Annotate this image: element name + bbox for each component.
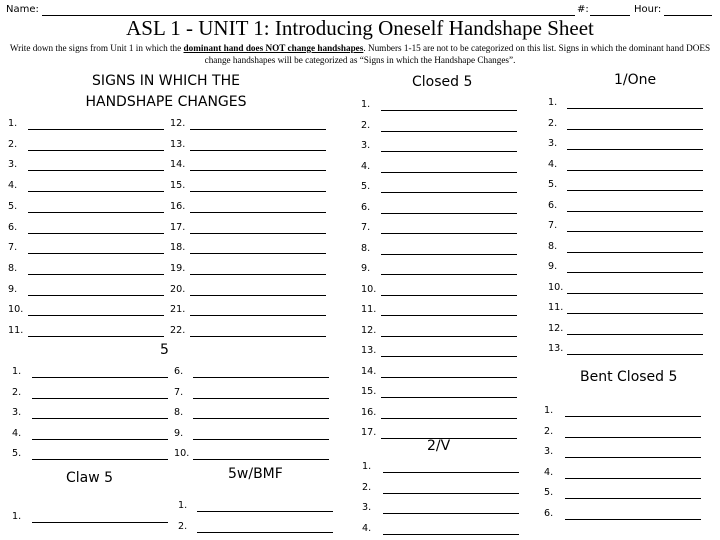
handshape-changes-item-number: 10. [8,304,24,316]
section-title-bent-closed-5: Bent Closed 5 [580,369,678,385]
closed-5-item-number: 1. [361,99,371,110]
handshape-changes-item-number: 4. [8,180,18,192]
closed-5-answer-line[interactable] [381,336,517,337]
handshape-changes-item-number: 13. [170,138,186,150]
closed-5-item-number: 13. [361,345,377,356]
handshape-changes-answer-line[interactable] [190,191,326,192]
five-item-number: 1. [12,366,22,377]
handshape-changes-answer-line[interactable] [190,129,326,130]
bent-closed-5-answer-line[interactable] [565,437,701,438]
five-item-number: 9. [174,427,184,439]
handshape-changes-answer-line[interactable] [190,150,326,151]
closed-5-item-number: 14. [361,365,377,377]
instructions [6,43,714,66]
one-item-number: 4. [548,158,558,170]
section-title-one: 1/One [614,72,657,88]
hour-label: Hour: [634,4,662,15]
handshape-changes-answer-line[interactable] [28,315,164,316]
claw-5-answer-line[interactable] [32,522,168,523]
handshape-changes-answer-line[interactable] [190,212,326,213]
one-answer-line[interactable] [567,149,703,150]
section-title-closed-5: Closed 5 [412,74,473,90]
handshape-changes-answer-line[interactable] [28,212,164,213]
handshape-changes-item-number: 2. [8,138,18,150]
two-v-item-number: 4. [362,522,372,534]
two-v-item-number: 1. [362,461,372,472]
one-item-number: 13. [548,343,564,354]
handshape-changes-answer-line[interactable] [28,295,164,296]
handshape-changes-answer-line[interactable] [28,233,164,234]
handshape-changes-answer-line[interactable] [28,336,164,337]
closed-5-answer-line[interactable] [381,131,517,132]
five-bmf-answer-line[interactable] [197,511,333,512]
bent-closed-5-item-number: 4. [544,466,554,478]
handshape-changes-answer-line[interactable] [190,295,326,296]
bent-closed-5-item-number: 3. [544,446,554,457]
one-answer-line[interactable] [567,170,703,171]
two-v-item-number: 2. [362,481,372,493]
section-title-claw-5: Claw 5 [66,470,114,486]
one-item-number: 8. [548,240,558,252]
instructions-part2: . Numbers 1-15 are not to be categorized on this list. Signs in which the dominant hand DOES change handshapes will be categorized as “Signs in which the Handshape Changes”. [204,43,711,65]
closed-5-item-number: 9. [361,263,371,274]
closed-5-answer-line[interactable] [381,172,517,173]
section-title-handshape-changes [80,71,252,113]
bent-closed-5-item-number: 5. [544,487,554,498]
five-item-number: 7. [174,386,184,398]
closed-5-answer-line[interactable] [381,192,517,193]
closed-5-answer-line[interactable] [381,397,517,398]
closed-5-answer-line[interactable] [381,151,517,152]
closed-5-answer-line[interactable] [381,274,517,275]
one-answer-line[interactable] [567,272,703,273]
one-answer-line[interactable] [567,129,703,130]
handshape-changes-item-number: 20. [170,283,186,295]
closed-5-item-number: 8. [361,242,371,254]
handshape-changes-answer-line[interactable] [28,129,164,130]
handshape-changes-answer-line[interactable] [28,274,164,275]
five-item-number: 10. [174,448,190,459]
five-answer-line[interactable] [193,459,329,460]
bent-closed-5-answer-line[interactable] [565,457,701,458]
closed-5-item-number: 3. [361,140,371,151]
one-answer-line[interactable] [567,313,703,314]
one-answer-line[interactable] [567,354,703,355]
handshape-changes-item-number: 6. [8,221,18,233]
handshape-changes-answer-line[interactable] [190,274,326,275]
five-bmf-item-number: 2. [178,520,188,532]
five-bmf-item-number: 1. [178,500,188,511]
section-title-5: 5 [160,342,169,358]
closed-5-answer-line[interactable] [381,356,517,357]
five-answer-line[interactable] [193,439,329,440]
handshape-changes-item-number: 16. [170,200,186,212]
one-item-number: 11. [548,302,564,313]
handshape-changes-item-number: 18. [170,242,186,254]
five-item-number: 5. [12,448,22,459]
handshape-changes-answer-line[interactable] [28,150,164,151]
one-item-number: 5. [548,179,558,190]
closed-5-item-number: 4. [361,160,371,172]
handshape-changes-answer-line[interactable] [190,233,326,234]
section-title-5-bmf: 5w/BMF [228,466,283,482]
one-item-number: 6. [548,199,558,211]
closed-5-item-number: 17. [361,427,377,438]
handshape-changes-item-number: 5. [8,200,18,212]
closed-5-item-number: 10. [361,283,377,295]
closed-5-answer-line[interactable] [381,315,517,316]
bent-closed-5-item-number: 6. [544,507,554,519]
number-label: #: [577,4,589,15]
closed-5-item-number: 15. [361,386,377,397]
one-answer-line[interactable] [567,252,703,253]
two-v-item-number: 3. [362,502,372,513]
two-v-answer-line[interactable] [383,493,519,494]
one-item-number: 7. [548,220,558,231]
two-v-answer-line[interactable] [383,534,519,535]
one-item-number: 1. [548,97,558,108]
five-answer-line[interactable] [193,377,329,378]
handshape-changes-title-line2: HANDSHAPE CHANGES [85,94,247,110]
bent-closed-5-answer-line[interactable] [565,519,701,520]
one-answer-line[interactable] [567,108,703,109]
closed-5-item-number: 7. [361,222,371,233]
five-bmf-answer-line[interactable] [197,532,333,533]
five-answer-line[interactable] [32,418,168,419]
one-item-number: 10. [548,281,564,293]
claw-5-item-number: 1. [12,511,22,522]
five-item-number: 8. [174,407,184,418]
closed-5-answer-line[interactable] [381,213,517,214]
one-item-number: 3. [548,138,558,149]
one-answer-line[interactable] [567,334,703,335]
page-title: ASL 1 - UNIT 1: Introducing Oneself Handshape Sheet [126,16,594,40]
five-answer-line[interactable] [32,459,168,460]
handshape-changes-item-number: 3. [8,159,18,171]
handshape-changes-item-number: 7. [8,242,18,254]
bent-closed-5-item-number: 2. [544,425,554,437]
five-answer-line[interactable] [193,418,329,419]
bent-closed-5-answer-line[interactable] [565,416,701,417]
one-item-number: 12. [548,322,564,334]
five-item-number: 4. [12,427,22,439]
five-answer-line[interactable] [193,398,329,399]
bent-closed-5-item-number: 1. [544,405,554,416]
bent-closed-5-answer-line[interactable] [565,478,701,479]
five-answer-line[interactable] [32,377,168,378]
two-v-answer-line[interactable] [383,513,519,514]
one-answer-line[interactable] [567,190,703,191]
handshape-changes-answer-line[interactable] [28,170,164,171]
handshape-changes-answer-line[interactable] [190,170,326,171]
five-item-number: 6. [174,366,184,377]
five-item-number: 3. [12,407,22,418]
closed-5-item-number: 2. [361,119,371,131]
handshape-changes-item-number: 15. [170,180,186,192]
instructions-emphasis: dominant hand does NOT change handshapes [183,43,364,53]
closed-5-answer-line[interactable] [381,295,517,296]
one-item-number: 9. [548,261,558,272]
handshape-changes-item-number: 1. [8,118,18,129]
handshape-changes-answer-line[interactable] [28,191,164,192]
handshape-changes-item-number: 19. [170,262,186,274]
handshape-changes-item-number: 8. [8,262,18,274]
handshape-changes-answer-line[interactable] [190,315,326,316]
closed-5-answer-line[interactable] [381,418,517,419]
closed-5-item-number: 11. [361,304,377,315]
closed-5-answer-line[interactable] [381,377,517,378]
closed-5-item-number: 12. [361,324,377,336]
closed-5-item-number: 6. [361,201,371,213]
section-title-2v: 2/V [427,438,451,454]
closed-5-item-number: 16. [361,406,377,418]
five-answer-line[interactable] [32,439,168,440]
one-answer-line[interactable] [567,211,703,212]
closed-5-answer-line[interactable] [381,233,517,234]
instructions-part1: Write down the signs from Unit 1 in which the [9,43,184,53]
two-v-answer-line[interactable] [383,472,519,473]
closed-5-answer-line[interactable] [381,438,517,439]
handshape-changes-answer-line[interactable] [190,336,326,337]
closed-5-answer-line[interactable] [381,110,517,111]
handshape-changes-item-number: 17. [170,221,186,233]
handshape-changes-answer-line[interactable] [190,253,326,254]
handshape-changes-item-number: 21. [170,304,186,316]
bent-closed-5-answer-line[interactable] [565,498,701,499]
one-answer-line[interactable] [567,231,703,232]
handshape-changes-title-line1: SIGNS IN WHICH THE [92,73,240,89]
closed-5-item-number: 5. [361,181,371,192]
one-answer-line[interactable] [567,293,703,294]
handshape-changes-item-number: 11. [8,325,24,336]
one-item-number: 2. [548,117,558,129]
handshape-changes-item-number: 22. [170,325,186,336]
five-item-number: 2. [12,386,22,398]
name-label: Name: [6,4,39,15]
closed-5-answer-line[interactable] [381,254,517,255]
handshape-changes-item-number: 12. [170,118,186,129]
handshape-changes-item-number: 14. [170,159,186,171]
handshape-changes-item-number: 9. [8,283,18,295]
five-answer-line[interactable] [32,398,168,399]
handshape-changes-answer-line[interactable] [28,253,164,254]
